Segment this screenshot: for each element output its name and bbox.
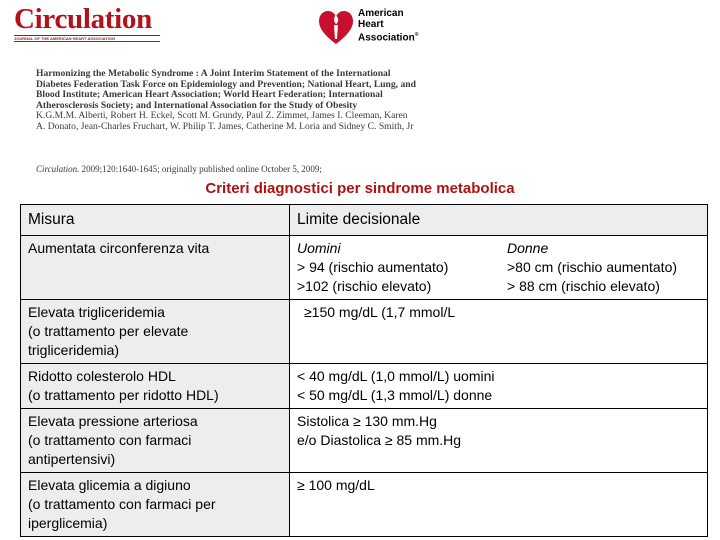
row-label: Elevata pressione arteriosa (o trattamento con farmaci antipertensivi) [21, 409, 290, 473]
journal-name: Circulation [14, 3, 152, 35]
criteria-table [20, 204, 708, 537]
row-value: ≥150 mg/dL (1,7 mmol/L [290, 300, 708, 364]
row-value: ≥ 100 mg/dL [290, 473, 708, 537]
row-value: Sistolica ≥ 130 mm.Hg e/o Diastolica ≥ 85 mm.Hg [290, 409, 708, 473]
row-label: Ridotto colesterolo HDL (o trattamento per ridotto HDL) [21, 364, 290, 409]
table-row [21, 473, 708, 537]
article-title: Harmonizing the Metabolic Syndrome : A Joint Interim Statement of the International Diabetes Federation Task Force on Epidemiology and Prevention; National Heart, Lung, and Blood Institute; American Heart Association; World Heart Federation; International Atherosclerosis Society; and International Association for the Study of Obesity [36, 68, 416, 111]
men-threshold: Uomini > 94 (rischio aumentato) >102 (rischio elevato) [290, 236, 501, 300]
header-misura: Misura [21, 205, 290, 236]
article-authors: K.G.M.M. Alberti, Robert H. Eckel, Scott M. Grundy, Paul Z. Zimmet, James I. Cleeman, Karen A. Donato, Jean-Charles Fruchart, W. Philip T. James, Catherine M. Loria and Sidney C. Smith, Jr [36, 110, 414, 132]
table-row [21, 300, 708, 364]
aha-wordmark: American Heart Association® [358, 8, 419, 44]
row-label: Elevata trigliceridemia (o trattamento per elevate trigliceridemia) [21, 300, 290, 364]
page-title: Criteri diagnostici per sindrome metabolica [205, 180, 515, 197]
women-threshold: Donne >80 cm (rischio aumentato) > 88 cm (rischio elevato) [500, 236, 708, 300]
heart-torch-icon [318, 6, 354, 46]
circulation-logo [14, 4, 160, 42]
row-label: Elevata glicemia a digiuno (o trattamento con farmaci per iperglicemia) [21, 473, 290, 537]
aha-logo [318, 6, 428, 48]
table-row [21, 409, 708, 473]
table-row [21, 364, 708, 409]
table-header-row [21, 205, 708, 236]
table-row [21, 236, 708, 300]
header-limite: Limite decisionale [290, 205, 708, 236]
row-label: Aumentata circonferenza vita [21, 236, 290, 300]
article-source: Circulation. 2009;120:1640-1645; originally published online October 5, 2009; [36, 164, 322, 174]
journal-subtitle: JOURNAL OF THE AMERICAN HEART ASSOCIATION [14, 35, 160, 42]
row-value: < 40 mg/dL (1,0 mmol/L) uomini < 50 mg/dL (1,3 mmol/L) donne [290, 364, 708, 409]
article-citation [36, 69, 416, 132]
